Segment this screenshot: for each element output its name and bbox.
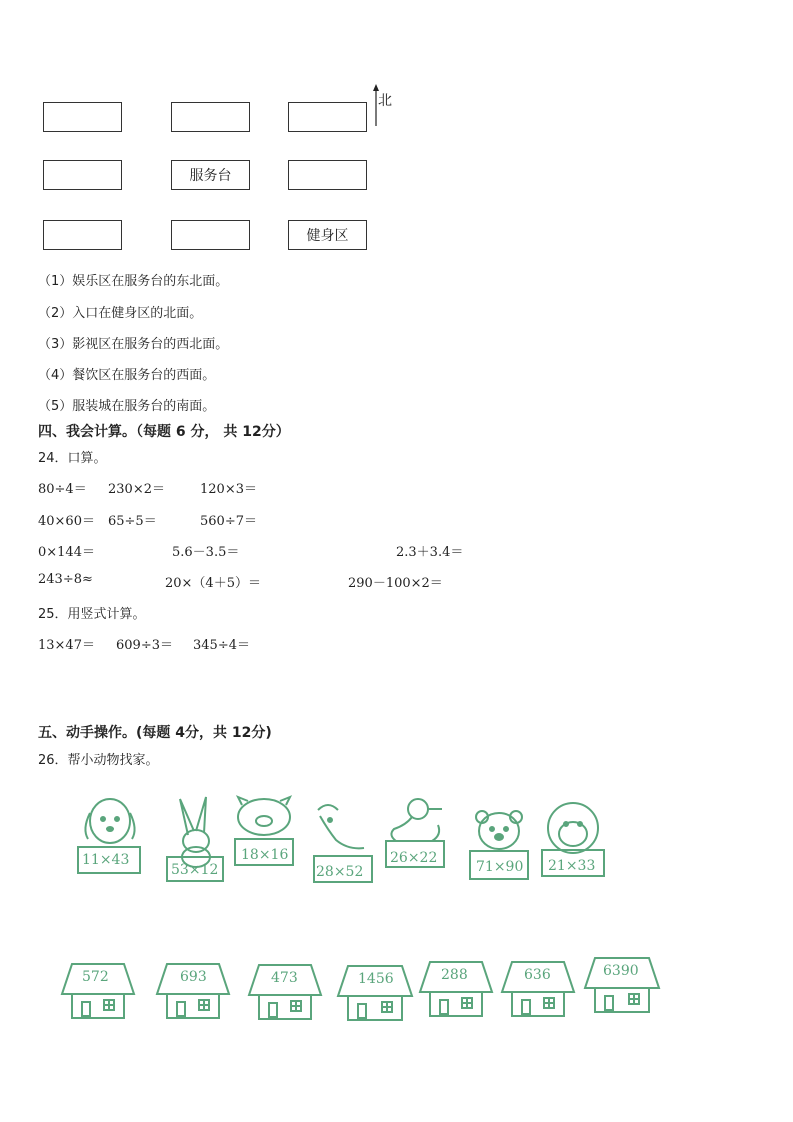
oral-problem: 40×60＝ [38,514,95,529]
grid-cell [288,160,367,190]
house-number: 636 [524,967,551,983]
vertical-problem: 13×47＝ [38,638,95,653]
statement: （5）服装城在服务台的南面。 [38,399,216,414]
house-number: 693 [180,969,207,985]
house-number: 288 [441,967,468,983]
grid-cell [43,220,122,250]
north-label: 北 [378,93,392,109]
statement: （3）影视区在服务台的西北面。 [38,337,229,352]
grid-cell [171,220,250,250]
house-number: 1456 [358,971,394,987]
oral-problem: 2.3＋3.4＝ [396,545,464,560]
oral-problem: 20×（4＋5）＝ [165,576,261,591]
animal-expression: 21×33 [548,858,596,874]
animal-expression: 26×22 [390,850,438,866]
vertical-problem: 345÷4＝ [193,638,250,653]
grid-cell [288,102,367,132]
section-title: 五、动手操作。(每题 4分，共 12分) [38,725,272,741]
grid-cell-service-desk: 服务台 [171,160,250,190]
oral-problem: 290－100×2＝ [348,576,443,591]
statement: （4）餐饮区在服务台的西面。 [38,368,216,383]
animal-expression: 18×16 [241,847,289,863]
grid-cell [43,102,122,132]
grid-cell [43,160,122,190]
house-number: 6390 [603,963,639,979]
house-number: 572 [82,969,109,985]
statement: （1）娱乐区在服务台的东北面。 [38,274,229,289]
oral-problem: 230×2＝ [108,482,165,497]
grid-cell-gym: 健身区 [288,220,367,250]
oral-problem: 80÷4＝ [38,482,87,497]
animal-expression: 11×43 [82,852,130,868]
oral-problem: 243÷8≈ [38,572,93,587]
animal-expression: 71×90 [476,859,524,875]
grid-cell [171,102,250,132]
oral-problem: 0×144＝ [38,545,95,560]
oral-problem: 560÷7＝ [200,514,257,529]
question-label: 26．帮小动物找家。 [38,753,159,768]
oral-problem: 120×3＝ [200,482,257,497]
house-number: 473 [271,970,298,986]
vertical-problem: 609÷3＝ [116,638,173,653]
animal-expression: 28×52 [316,864,364,880]
section-title: 四、我会计算。（每题 6 分， 共 12分） [38,424,290,440]
statement: （2）入口在健身区的北面。 [38,306,203,321]
animal-expression: 53×12 [171,862,219,878]
question-label: 24．口算。 [38,451,107,466]
question-label: 25．用竖式计算。 [38,607,146,622]
oral-problem: 5.6－3.5＝ [172,545,240,560]
oral-problem: 65÷5＝ [108,514,157,529]
